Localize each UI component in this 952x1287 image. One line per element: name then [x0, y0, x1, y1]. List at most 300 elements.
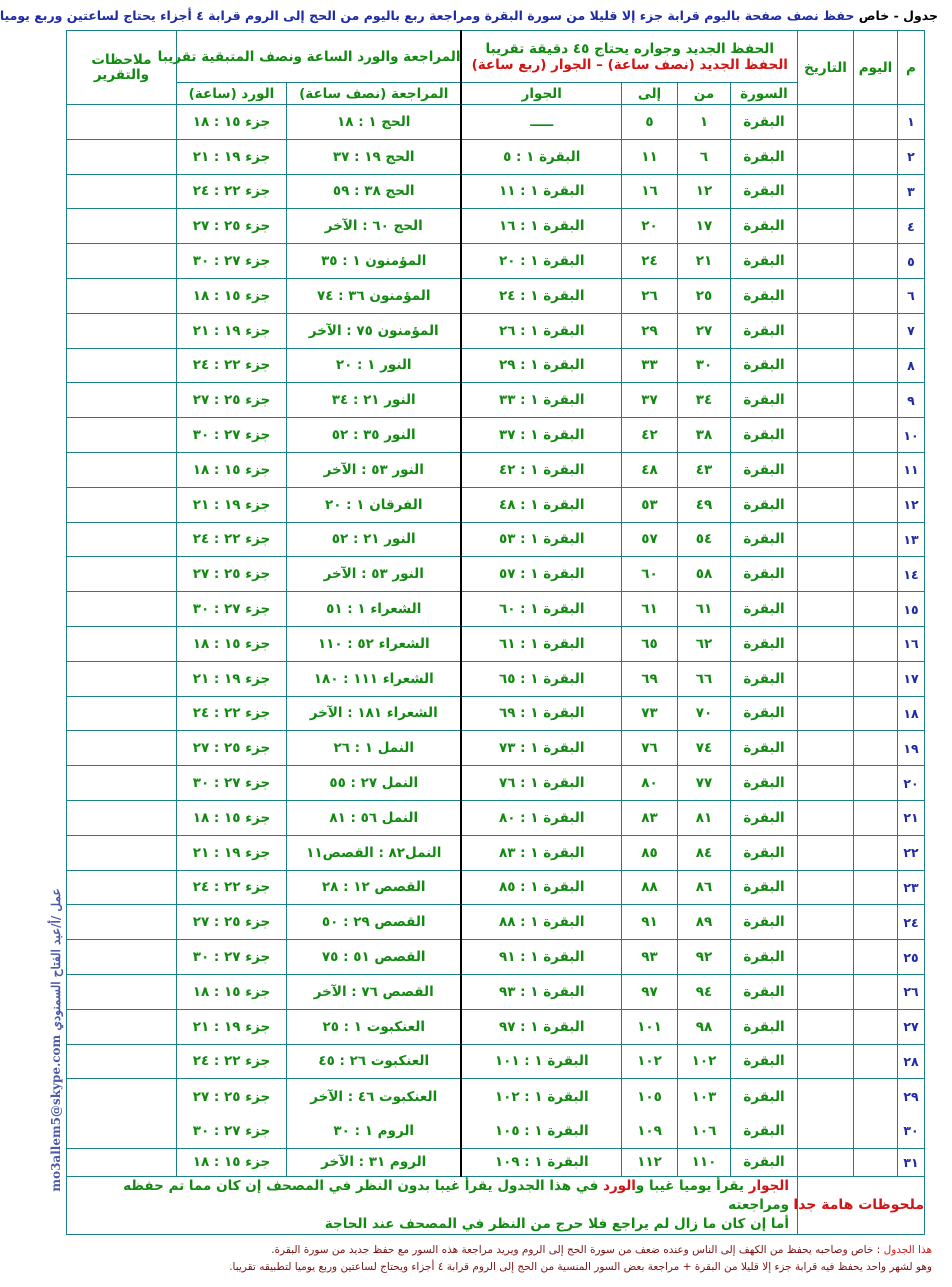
to-cell	[622, 1079, 678, 1149]
surah-cell-line: البقرة	[743, 1088, 785, 1105]
date-cell[interactable]	[798, 905, 854, 940]
row-number: ٧	[898, 313, 925, 348]
table-row	[66, 905, 924, 940]
row-number: ٦	[898, 278, 925, 313]
from-cell-line: ١٠٣	[691, 1088, 717, 1105]
wird-cell: جزء ٢٧ : ٣٠	[176, 940, 286, 975]
date-cell[interactable]	[798, 1044, 854, 1079]
table-row	[66, 731, 924, 766]
neighbor-cell: البقرة ١ : ٣٧	[461, 418, 621, 453]
row-number: ٢٢	[898, 835, 925, 870]
from-cell: ٢١	[678, 244, 731, 279]
neighbor-cell-line: البقرة ١ : ١٠٥	[494, 1122, 589, 1139]
surah-cell: البقرة	[731, 1148, 798, 1176]
to-cell: ٩١	[622, 905, 678, 940]
header-new-group-line1: الحفظ الجديد وجواره يحتاج ٤٥ دقيقة تقريبا	[485, 40, 774, 57]
neighbor-cell: البقرة ١ : ٦٥	[461, 661, 621, 696]
day-cell[interactable]	[854, 974, 898, 1009]
notes-cell[interactable]	[66, 418, 176, 453]
header-review: المراجعة (نصف ساعة)	[286, 83, 461, 105]
neighbor-cell: البقرة ١ : ٤٨	[461, 487, 621, 522]
notes-cell[interactable]	[66, 557, 176, 592]
date-cell[interactable]	[798, 940, 854, 975]
row-number: ١٨	[898, 696, 925, 731]
wird-cell-line: جزء ٢٥ : ٢٧	[192, 1088, 271, 1105]
table-row	[66, 383, 924, 418]
from-cell: ٩٤	[678, 974, 731, 1009]
wird-cell: جزء ١٩ : ٢١	[176, 661, 286, 696]
row-number: ٤	[898, 209, 925, 244]
surah-cell: البقرة	[731, 592, 798, 627]
date-cell[interactable]	[798, 244, 854, 279]
row-number: ٣	[898, 174, 925, 209]
neighbor-cell: ـــــ	[461, 105, 621, 140]
notes-cell[interactable]	[66, 1044, 176, 1079]
row-number: ٢٧	[898, 1009, 925, 1044]
date-cell[interactable]	[798, 348, 854, 383]
date-cell[interactable]	[798, 383, 854, 418]
day-cell[interactable]	[854, 940, 898, 975]
wird-cell: جزء ١٩ : ٢١	[176, 1009, 286, 1044]
date-cell[interactable]	[798, 661, 854, 696]
to-cell: ٩٧	[622, 974, 678, 1009]
neighbor-cell: البقرة ١ : ٩٧	[461, 1009, 621, 1044]
day-cell[interactable]	[854, 174, 898, 209]
surah-cell: البقرة	[731, 800, 798, 835]
surah-cell: البقرة	[731, 174, 798, 209]
review-cell: الحج ١٩ : ٣٧	[286, 139, 461, 174]
review-cell: الشعراء ١١١ : ١٨٠	[286, 661, 461, 696]
notes-cell[interactable]	[66, 835, 176, 870]
table-row	[66, 139, 924, 174]
date-cell[interactable]	[798, 835, 854, 870]
to-cell: ٣٣	[622, 348, 678, 383]
wird-cell: جزء ١٩ : ٢١	[176, 139, 286, 174]
from-cell: ١٠٢	[678, 1044, 731, 1079]
surah-cell: البقرة	[731, 139, 798, 174]
review-cell: النمل ٢٧ : ٥٥	[286, 766, 461, 801]
wird-cell: جزء ٢٢ : ٢٤	[176, 348, 286, 383]
review-cell: النور ١ : ٢٠	[286, 348, 461, 383]
day-cell[interactable]	[854, 418, 898, 453]
to-cell: ١٠٢	[622, 1044, 678, 1079]
review-cell: الشعراء ٥٢ : ١١٠	[286, 626, 461, 661]
wird-cell: جزء ٢٥ : ٢٧	[176, 383, 286, 418]
day-cell[interactable]	[854, 800, 898, 835]
to-cell: ٦٥	[622, 626, 678, 661]
surah-cell: البقرة	[731, 522, 798, 557]
footer-label: هذا الجدول	[883, 1244, 932, 1256]
review-cell: القصص ٧٦ : الآخر	[286, 974, 461, 1009]
notes-cell[interactable]	[66, 626, 176, 661]
notes-text-2: في هذا الجدول يقرأ غيبا بدون النظر في المصحف إن كان مما تم حفظه ومراجعته	[123, 1177, 789, 1213]
to-cell: ٥٣	[622, 487, 678, 522]
table-row	[66, 766, 924, 801]
table-row	[66, 626, 924, 661]
date-cell[interactable]	[798, 487, 854, 522]
table-row	[66, 209, 924, 244]
from-cell-line: ١٠٦	[691, 1122, 717, 1139]
surah-cell: البقرة	[731, 209, 798, 244]
neighbor-cell: البقرة ١ : ٥	[461, 139, 621, 174]
notes-row	[66, 1176, 924, 1234]
table-row	[66, 278, 924, 313]
day-cell[interactable]	[854, 626, 898, 661]
to-cell: ١٦	[622, 174, 678, 209]
wird-cell: جزء ٢٥ : ٢٧	[176, 557, 286, 592]
surah-cell: البقرة	[731, 348, 798, 383]
notes-cell[interactable]	[66, 313, 176, 348]
day-cell[interactable]	[854, 1044, 898, 1079]
wird-cell: جزء ١٩ : ٢١	[176, 487, 286, 522]
surah-cell: البقرة	[731, 696, 798, 731]
table-row	[66, 661, 924, 696]
day-cell[interactable]	[854, 139, 898, 174]
surah-cell: البقرة	[731, 244, 798, 279]
day-cell[interactable]	[854, 835, 898, 870]
surah-cell: البقرة	[731, 418, 798, 453]
header-new-group-line2: الحفظ الجديد (نصف ساعة) – الجوار (ربع ساعة)	[471, 56, 788, 73]
table-row	[66, 557, 924, 592]
neighbor-cell: البقرة ١ : ٨٥	[461, 870, 621, 905]
from-cell: ٨١	[678, 800, 731, 835]
notes-cell[interactable]	[66, 766, 176, 801]
row-number: ٩	[898, 383, 925, 418]
neighbor-cell: البقرة ١ : ٨٠	[461, 800, 621, 835]
notes-cell[interactable]	[66, 522, 176, 557]
day-cell[interactable]	[854, 766, 898, 801]
footer-line2: وهو لشهر واحد يحفظ فيه قرابة جزء إلا قليلا من البقرة + مراجعة بعض السور المنسية من الحج إلى الروم قرابة ٤ أجزاء ويحتاج لساعتين وربع يوميا لتطبيقه تقريبا.	[229, 1261, 932, 1273]
day-cell[interactable]	[854, 278, 898, 313]
surah-cell: البقرة	[731, 313, 798, 348]
row-number: ١٥	[898, 592, 925, 627]
from-cell: ٨٤	[678, 835, 731, 870]
from-cell: ١٢	[678, 174, 731, 209]
surah-cell: البقرة	[731, 383, 798, 418]
date-cell[interactable]	[798, 626, 854, 661]
notes-line2: أما إن كان ما زال لم يراجع فلا حرج من النظر في المصحف عند الحاجة	[324, 1215, 789, 1232]
neighbor-cell: البقرة ١ : ٥٣	[461, 522, 621, 557]
header-from: من	[678, 83, 731, 105]
from-cell: ٤٩	[678, 487, 731, 522]
neighbor-cell: البقرة ١ : ١٠٩	[461, 1148, 621, 1176]
from-cell: ٥٨	[678, 557, 731, 592]
notes-wird: الورد	[603, 1177, 636, 1194]
wird-cell: جزء ٢٢ : ٢٤	[176, 174, 286, 209]
neighbor-cell: البقرة ١ : ٢٤	[461, 278, 621, 313]
wird-cell: جزء ٢٧ : ٣٠	[176, 244, 286, 279]
surah-cell: البقرة	[731, 905, 798, 940]
from-cell: ٩٢	[678, 940, 731, 975]
header-surah: السورة	[731, 83, 798, 105]
date-cell[interactable]	[798, 313, 854, 348]
header-to: إلى	[622, 83, 678, 105]
footer-note	[62, 1242, 932, 1276]
notes-cell[interactable]	[66, 139, 176, 174]
wird-cell: جزء ١٥ : ١٨	[176, 974, 286, 1009]
wird-cell: جزء ١٩ : ٢١	[176, 313, 286, 348]
day-cell[interactable]	[854, 661, 898, 696]
review-cell: الشعراء ١ : ٥١	[286, 592, 461, 627]
wird-cell: جزء ٢٢ : ٢٤	[176, 1044, 286, 1079]
header-day: اليوم	[854, 31, 898, 105]
day-cell[interactable]	[854, 383, 898, 418]
notes-cell[interactable]	[66, 452, 176, 487]
notes-cell[interactable]	[66, 940, 176, 975]
day-cell[interactable]	[854, 870, 898, 905]
row-number: ١٠	[898, 418, 925, 453]
from-cell: ٧٧	[678, 766, 731, 801]
from-cell: ٨٩	[678, 905, 731, 940]
notes-cell[interactable]	[66, 1079, 176, 1149]
date-cell[interactable]	[798, 1079, 854, 1149]
table-row	[66, 800, 924, 835]
day-cell[interactable]	[854, 557, 898, 592]
title-prefix: جدول - خاص	[854, 8, 938, 23]
row-number: ١٣	[898, 522, 925, 557]
to-cell: ٥٧	[622, 522, 678, 557]
day-cell[interactable]	[854, 209, 898, 244]
to-cell: ٨٣	[622, 800, 678, 835]
notes-cell[interactable]	[66, 870, 176, 905]
date-cell[interactable]	[798, 174, 854, 209]
table-row	[66, 974, 924, 1009]
notes-cell[interactable]	[66, 1009, 176, 1044]
table-row	[66, 174, 924, 209]
table-row	[66, 487, 924, 522]
date-cell[interactable]	[798, 870, 854, 905]
row-number: ٢٤	[898, 905, 925, 940]
table-row	[66, 696, 924, 731]
to-cell: ٨٥	[622, 835, 678, 870]
notes-cell[interactable]	[66, 696, 176, 731]
review-cell: القصص ٢٩ : ٥٠	[286, 905, 461, 940]
notes-cell[interactable]	[66, 487, 176, 522]
review-cell: المؤمنون ٧٥ : الآخر	[286, 313, 461, 348]
row-number-line: ٣٠	[903, 1122, 919, 1138]
notes-cell[interactable]	[66, 383, 176, 418]
neighbor-cell: البقرة ١ : ٦١	[461, 626, 621, 661]
table-row	[66, 592, 924, 627]
row-number: ١٦	[898, 626, 925, 661]
day-cell[interactable]	[854, 1148, 898, 1176]
notes-cell[interactable]	[66, 974, 176, 1009]
date-cell[interactable]	[798, 139, 854, 174]
from-cell: ٥٤	[678, 522, 731, 557]
from-cell: ٦	[678, 139, 731, 174]
day-cell[interactable]	[854, 731, 898, 766]
table-row	[66, 105, 924, 140]
wird-cell: جزء ٢٧ : ٣٠	[176, 418, 286, 453]
neighbor-cell: البقرة ١ : ٢٦	[461, 313, 621, 348]
day-cell[interactable]	[854, 244, 898, 279]
review-cell: النمل ١ : ٢٦	[286, 731, 461, 766]
to-cell-line: ١٠٩	[637, 1122, 662, 1139]
day-cell[interactable]	[854, 452, 898, 487]
day-cell[interactable]	[854, 592, 898, 627]
row-number: ١٢	[898, 487, 925, 522]
day-cell[interactable]	[854, 905, 898, 940]
row-number: ٢٨	[898, 1044, 925, 1079]
review-cell: النمل٨٢ : القصص١١	[286, 835, 461, 870]
row-number: ٣١	[898, 1148, 925, 1176]
notes-cell[interactable]	[66, 592, 176, 627]
date-cell[interactable]	[798, 1148, 854, 1176]
wird-cell: جزء ٢٢ : ٢٤	[176, 522, 286, 557]
date-cell[interactable]	[798, 522, 854, 557]
review-cell: الشعراء ١٨١ : الآخر	[286, 696, 461, 731]
date-cell[interactable]	[798, 592, 854, 627]
to-cell: ١٠١	[622, 1009, 678, 1044]
notes-cell[interactable]	[66, 209, 176, 244]
notes-cell[interactable]	[66, 105, 176, 140]
table-row	[66, 418, 924, 453]
to-cell: ٦٠	[622, 557, 678, 592]
header-notes: ملاحظات والتقرير	[66, 31, 176, 105]
row-number: ٢١	[898, 800, 925, 835]
date-cell[interactable]	[798, 696, 854, 731]
day-cell[interactable]	[854, 522, 898, 557]
neighbor-cell: البقرة ١ : ١٠١	[461, 1044, 621, 1079]
table-row	[66, 313, 924, 348]
surah-cell: البقرة	[731, 452, 798, 487]
date-cell[interactable]	[798, 800, 854, 835]
row-number: ١٤	[898, 557, 925, 592]
notes-label: ملحوظات هامة جدا	[798, 1176, 925, 1234]
to-cell: ٨٠	[622, 766, 678, 801]
review-cell: العنكبوت ١ : ٢٥	[286, 1009, 461, 1044]
from-cell: ٣٨	[678, 418, 731, 453]
to-cell-line: ١٠٥	[637, 1088, 662, 1105]
review-cell: الحج ١ : ١٨	[286, 105, 461, 140]
date-cell[interactable]	[798, 731, 854, 766]
to-cell: ٥	[622, 105, 678, 140]
review-cell	[286, 1079, 461, 1149]
from-cell: ١١٠	[678, 1148, 731, 1176]
neighbor-cell: البقرة ١ : ٧٦	[461, 766, 621, 801]
notes-cell[interactable]	[66, 244, 176, 279]
neighbor-cell-line: البقرة ١ : ١٠٢	[494, 1088, 589, 1105]
to-cell: ٤٨	[622, 452, 678, 487]
row-number: ٢٠	[898, 766, 925, 801]
wird-cell: جزء ١٩ : ٢١	[176, 835, 286, 870]
day-cell[interactable]	[854, 348, 898, 383]
neighbor-cell: البقرة ١ : ٢٩	[461, 348, 621, 383]
day-cell[interactable]	[854, 696, 898, 731]
to-cell: ١١	[622, 139, 678, 174]
to-cell: ٨٨	[622, 870, 678, 905]
row-number: ١١	[898, 452, 925, 487]
date-cell[interactable]	[798, 278, 854, 313]
notes-text	[66, 1176, 797, 1234]
to-cell: ٢٠	[622, 209, 678, 244]
neighbor-cell	[461, 1079, 621, 1149]
neighbor-cell: البقرة ١ : ١٦	[461, 209, 621, 244]
row-number: ٢٣	[898, 870, 925, 905]
review-cell: العنكبوت ٢٦ : ٤٥	[286, 1044, 461, 1079]
schedule-table	[66, 30, 925, 1235]
surah-cell: البقرة	[731, 870, 798, 905]
notes-cell[interactable]	[66, 905, 176, 940]
row-number: ١٧	[898, 661, 925, 696]
review-cell-line: الروم ١ : ٣٠	[333, 1122, 415, 1139]
wird-cell: جزء ٢٥ : ٢٧	[176, 905, 286, 940]
date-cell[interactable]	[798, 452, 854, 487]
table-row	[66, 522, 924, 557]
wird-cell: جزء ١٥ : ١٨	[176, 452, 286, 487]
surah-cell: البقرة	[731, 487, 798, 522]
row-number: ٢٦	[898, 974, 925, 1009]
notes-cell[interactable]	[66, 731, 176, 766]
notes-cell[interactable]	[66, 1148, 176, 1176]
day-cell[interactable]	[854, 1009, 898, 1044]
wird-cell: جزء ١٥ : ١٨	[176, 800, 286, 835]
review-cell: النور ٥٣ : الآخر	[286, 452, 461, 487]
wird-cell: جزء ٢٥ : ٢٧	[176, 731, 286, 766]
neighbor-cell: البقرة ١ : ٧٣	[461, 731, 621, 766]
date-cell[interactable]	[798, 557, 854, 592]
row-number: ٥	[898, 244, 925, 279]
from-cell: ١	[678, 105, 731, 140]
notes-cell[interactable]	[66, 174, 176, 209]
day-cell[interactable]	[854, 487, 898, 522]
to-cell: ٧٦	[622, 731, 678, 766]
notes-cell[interactable]	[66, 661, 176, 696]
neighbor-cell: البقرة ١ : ٩١	[461, 940, 621, 975]
wird-cell: جزء ١٥ : ١٨	[176, 105, 286, 140]
review-cell: النمل ٥٦ : ٨١	[286, 800, 461, 835]
header-new-group	[461, 31, 797, 83]
review-cell: الحج ٣٨ : ٥٩	[286, 174, 461, 209]
review-cell: القصص ١٢ : ٢٨	[286, 870, 461, 905]
from-cell: ٦١	[678, 592, 731, 627]
wird-cell: جزء ١٥ : ١٨	[176, 278, 286, 313]
neighbor-cell: البقرة ١ : ٩٣	[461, 974, 621, 1009]
table-row	[66, 835, 924, 870]
to-cell: ٦٩	[622, 661, 678, 696]
surah-cell: البقرة	[731, 626, 798, 661]
day-cell[interactable]	[854, 313, 898, 348]
table-row	[66, 940, 924, 975]
notes-cell[interactable]	[66, 348, 176, 383]
date-cell[interactable]	[798, 418, 854, 453]
title-text: حفظ نصف صفحة باليوم قرابة جزء إلا قليلا من سورة البقرة ومراجعة ربع باليوم من الحج إلى الروم قرابة ٤ أجزاء يحتاج لساعتين وربع يوميا	[0, 8, 855, 23]
table-row	[66, 1044, 924, 1079]
date-cell[interactable]	[798, 105, 854, 140]
notes-jiwar: الجوار	[748, 1177, 789, 1194]
date-cell[interactable]	[798, 974, 854, 1009]
review-cell: الحج ٦٠ : الآخر	[286, 209, 461, 244]
surah-cell: البقرة	[731, 974, 798, 1009]
date-cell[interactable]	[798, 1009, 854, 1044]
from-cell: ٤٣	[678, 452, 731, 487]
notes-cell[interactable]	[66, 800, 176, 835]
wird-cell: جزء ١٥ : ١٨	[176, 626, 286, 661]
date-cell[interactable]	[798, 209, 854, 244]
row-number	[898, 1079, 925, 1149]
day-cell[interactable]	[854, 1079, 898, 1149]
date-cell[interactable]	[798, 766, 854, 801]
surah-cell	[731, 1079, 798, 1149]
to-cell: ٦١	[622, 592, 678, 627]
row-number: ٢٥	[898, 940, 925, 975]
surah-cell: البقرة	[731, 766, 798, 801]
notes-cell[interactable]	[66, 278, 176, 313]
surah-cell: البقرة	[731, 661, 798, 696]
day-cell[interactable]	[854, 105, 898, 140]
to-cell: ٢٤	[622, 244, 678, 279]
wird-cell-line: جزء ٢٧ : ٣٠	[192, 1122, 271, 1139]
